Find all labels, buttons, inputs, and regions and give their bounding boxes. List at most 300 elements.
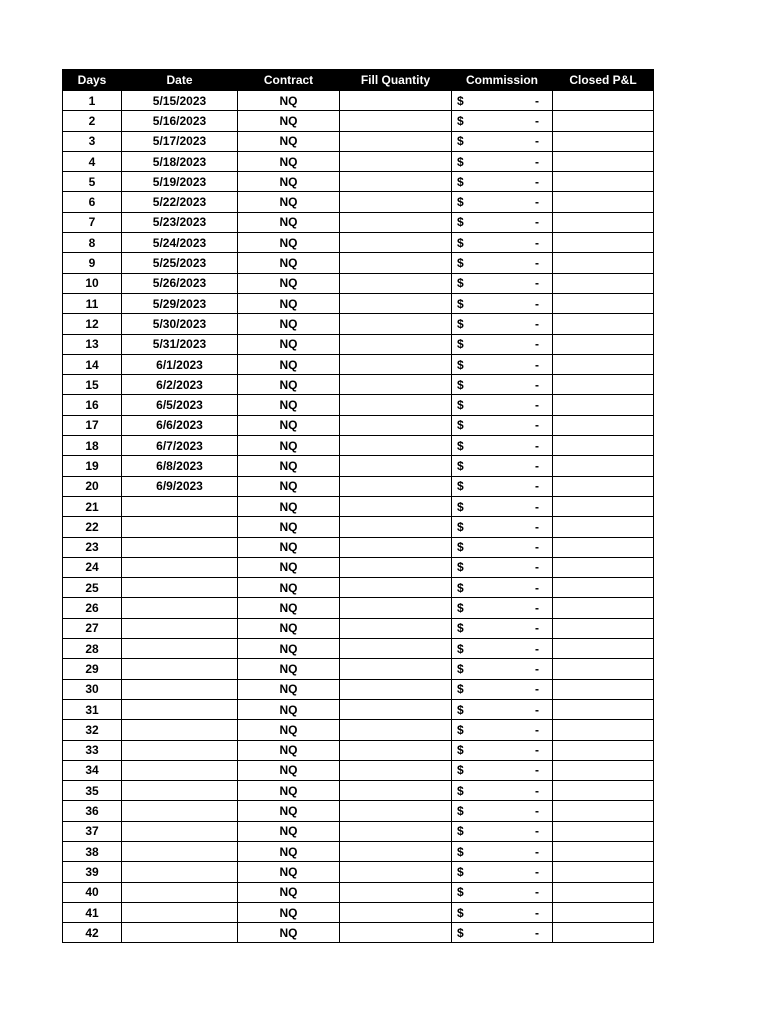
cell-contract[interactable]: NQ [238,821,340,841]
cell-fill-quantity[interactable] [340,111,452,131]
cell-commission[interactable] [452,618,553,638]
cell-date[interactable] [122,821,238,841]
commission-amount: - [535,113,539,128]
currency-symbol: $ [457,174,464,189]
cell-day[interactable]: 41 [63,902,122,922]
cell-commission[interactable] [452,841,553,861]
cell-day[interactable]: 40 [63,882,122,902]
cell-date[interactable]: 5/30/2023 [122,314,238,334]
cell-closed-pl[interactable] [553,476,654,496]
cell-fill-quantity[interactable] [340,537,452,557]
cell-contract[interactable]: NQ [238,192,340,212]
cell-day[interactable]: 13 [63,334,122,354]
table-row [63,151,654,171]
cell-fill-quantity[interactable] [340,172,452,192]
cell-date[interactable] [122,699,238,719]
cell-contract[interactable]: NQ [238,273,340,293]
cell-date[interactable] [122,841,238,861]
table-row [63,375,654,395]
cell-day[interactable]: 17 [63,415,122,435]
currency-symbol: $ [457,621,464,636]
cell-day[interactable]: 24 [63,557,122,577]
cell-closed-pl[interactable] [553,334,654,354]
cell-contract[interactable]: NQ [238,598,340,618]
cell-commission[interactable] [452,172,553,192]
cell-day[interactable]: 15 [63,375,122,395]
cell-day[interactable]: 42 [63,923,122,943]
cell-commission[interactable] [452,517,553,537]
cell-contract[interactable]: NQ [238,334,340,354]
cell-day[interactable]: 11 [63,293,122,313]
cell-closed-pl[interactable] [553,415,654,435]
cell-contract[interactable]: NQ [238,639,340,659]
cell-closed-pl[interactable] [553,760,654,780]
cell-contract[interactable]: NQ [238,720,340,740]
cell-day[interactable]: 1 [63,91,122,111]
cell-closed-pl[interactable] [553,233,654,253]
cell-closed-pl[interactable] [553,578,654,598]
cell-contract[interactable]: NQ [238,882,340,902]
cell-fill-quantity[interactable] [340,902,452,922]
cell-fill-quantity[interactable] [340,639,452,659]
cell-commission[interactable] [452,111,553,131]
cell-contract[interactable]: NQ [238,375,340,395]
commission-amount: - [535,357,539,372]
cell-date[interactable]: 6/2/2023 [122,375,238,395]
cell-fill-quantity[interactable] [340,679,452,699]
cell-closed-pl[interactable] [553,273,654,293]
cell-date[interactable]: 5/17/2023 [122,131,238,151]
cell-day[interactable]: 18 [63,436,122,456]
cell-contract[interactable]: NQ [238,557,340,577]
cell-contract[interactable]: NQ [238,659,340,679]
header-date[interactable]: Date [122,70,238,91]
currency-symbol: $ [457,337,464,352]
cell-fill-quantity[interactable] [340,415,452,435]
cell-contract[interactable]: NQ [238,923,340,943]
cell-fill-quantity[interactable] [340,720,452,740]
cell-day[interactable]: 8 [63,233,122,253]
cell-day[interactable]: 16 [63,395,122,415]
cell-contract[interactable]: NQ [238,801,340,821]
cell-fill-quantity[interactable] [340,212,452,232]
cell-day[interactable]: 30 [63,679,122,699]
cell-date[interactable] [122,923,238,943]
cell-commission[interactable] [452,91,553,111]
cell-commission[interactable] [452,253,553,273]
cell-fill-quantity[interactable] [340,821,452,841]
cell-fill-quantity[interactable] [340,841,452,861]
cell-closed-pl[interactable] [553,192,654,212]
header-fill-quantity[interactable]: Fill Quantity [340,70,452,91]
cell-contract[interactable]: NQ [238,679,340,699]
cell-day[interactable]: 35 [63,781,122,801]
cell-commission[interactable] [452,821,553,841]
cell-day[interactable]: 39 [63,862,122,882]
cell-closed-pl[interactable] [553,293,654,313]
cell-commission[interactable] [452,882,553,902]
cell-date[interactable] [122,537,238,557]
cell-closed-pl[interactable] [553,212,654,232]
cell-commission[interactable] [452,862,553,882]
cell-fill-quantity[interactable] [340,273,452,293]
cell-fill-quantity[interactable] [340,618,452,638]
cell-contract[interactable]: NQ [238,91,340,111]
table-row [63,801,654,821]
table-row [63,740,654,760]
cell-commission[interactable] [452,659,553,679]
cell-contract[interactable]: NQ [238,578,340,598]
cell-fill-quantity[interactable] [340,801,452,821]
commission-amount: - [535,418,539,433]
cell-day[interactable]: 38 [63,841,122,861]
cell-date[interactable] [122,781,238,801]
currency-symbol: $ [457,215,464,230]
cell-day[interactable]: 28 [63,639,122,659]
table-row [63,293,654,313]
cell-fill-quantity[interactable] [340,923,452,943]
commission-amount: - [535,661,539,676]
cell-day[interactable]: 23 [63,537,122,557]
cell-day[interactable]: 6 [63,192,122,212]
commission-amount: - [535,438,539,453]
header-days[interactable]: Days [63,70,122,91]
cell-day[interactable]: 26 [63,598,122,618]
cell-fill-quantity[interactable] [340,517,452,537]
cell-date[interactable] [122,618,238,638]
cell-closed-pl[interactable] [553,436,654,456]
cell-closed-pl[interactable] [553,659,654,679]
currency-symbol: $ [457,540,464,555]
cell-fill-quantity[interactable] [340,233,452,253]
cell-closed-pl[interactable] [553,618,654,638]
currency-symbol: $ [457,276,464,291]
table-row [63,557,654,577]
cell-date[interactable] [122,557,238,577]
cell-day[interactable]: 12 [63,314,122,334]
cell-contract[interactable]: NQ [238,740,340,760]
cell-closed-pl[interactable] [553,862,654,882]
cell-date[interactable]: 5/19/2023 [122,172,238,192]
cell-closed-pl[interactable] [553,375,654,395]
cell-contract[interactable]: NQ [238,537,340,557]
cell-commission[interactable] [452,334,553,354]
cell-contract[interactable]: NQ [238,233,340,253]
table-row [63,436,654,456]
cell-contract[interactable]: NQ [238,517,340,537]
cell-commission[interactable] [452,314,553,334]
cell-closed-pl[interactable] [553,740,654,760]
commission-amount: - [535,499,539,514]
cell-commission[interactable] [452,131,553,151]
cell-day[interactable]: 5 [63,172,122,192]
cell-date[interactable]: 6/7/2023 [122,436,238,456]
cell-commission[interactable] [452,354,553,374]
cell-day[interactable]: 32 [63,720,122,740]
cell-closed-pl[interactable] [553,882,654,902]
cell-date[interactable] [122,882,238,902]
cell-date[interactable]: 6/9/2023 [122,476,238,496]
cell-fill-quantity[interactable] [340,760,452,780]
cell-fill-quantity[interactable] [340,375,452,395]
cell-closed-pl[interactable] [553,801,654,821]
cell-date[interactable]: 6/8/2023 [122,456,238,476]
cell-day[interactable]: 19 [63,456,122,476]
cell-commission[interactable] [452,375,553,395]
currency-symbol: $ [457,458,464,473]
cell-commission[interactable] [452,801,553,821]
cell-commission[interactable] [452,496,553,516]
cell-day[interactable]: 4 [63,151,122,171]
cell-day[interactable]: 31 [63,699,122,719]
cell-contract[interactable]: NQ [238,476,340,496]
cell-closed-pl[interactable] [553,91,654,111]
cell-fill-quantity[interactable] [340,578,452,598]
table-row [63,212,654,232]
cell-contract[interactable]: NQ [238,436,340,456]
cell-fill-quantity[interactable] [340,476,452,496]
cell-day[interactable]: 22 [63,517,122,537]
cell-day[interactable]: 14 [63,354,122,374]
currency-symbol: $ [457,154,464,169]
cell-commission[interactable] [452,781,553,801]
cell-day[interactable]: 21 [63,496,122,516]
table-row [63,821,654,841]
cell-contract[interactable]: NQ [238,253,340,273]
cell-fill-quantity[interactable] [340,699,452,719]
cell-closed-pl[interactable] [553,821,654,841]
cell-contract[interactable]: NQ [238,395,340,415]
cell-date[interactable] [122,801,238,821]
cell-contract[interactable]: NQ [238,618,340,638]
cell-closed-pl[interactable] [553,598,654,618]
cell-contract[interactable]: NQ [238,314,340,334]
cell-closed-pl[interactable] [553,841,654,861]
cell-fill-quantity[interactable] [340,131,452,151]
cell-day[interactable]: 20 [63,476,122,496]
cell-day[interactable]: 9 [63,253,122,273]
cell-contract[interactable]: NQ [238,902,340,922]
cell-commission[interactable] [452,740,553,760]
cell-date[interactable] [122,862,238,882]
cell-closed-pl[interactable] [553,253,654,273]
cell-day[interactable]: 25 [63,578,122,598]
header-closed-pl[interactable]: Closed P&L [553,70,654,91]
cell-fill-quantity[interactable] [340,293,452,313]
cell-commission[interactable] [452,212,553,232]
cell-commission[interactable] [452,233,553,253]
commission-amount: - [535,215,539,230]
cell-fill-quantity[interactable] [340,436,452,456]
cell-closed-pl[interactable] [553,131,654,151]
cell-commission[interactable] [452,436,553,456]
cell-closed-pl[interactable] [553,172,654,192]
cell-fill-quantity[interactable] [340,314,452,334]
cell-fill-quantity[interactable] [340,456,452,476]
cell-fill-quantity[interactable] [340,659,452,679]
cell-closed-pl[interactable] [553,314,654,334]
cell-commission[interactable] [452,476,553,496]
cell-date[interactable]: 5/18/2023 [122,151,238,171]
commission-amount: - [535,621,539,636]
cell-closed-pl[interactable] [553,557,654,577]
cell-contract[interactable]: NQ [238,172,340,192]
cell-date[interactable]: 5/26/2023 [122,273,238,293]
cell-day[interactable]: 33 [63,740,122,760]
cell-fill-quantity[interactable] [340,253,452,273]
cell-closed-pl[interactable] [553,111,654,131]
cell-contract[interactable]: NQ [238,496,340,516]
table-row [63,253,654,273]
cell-day[interactable]: 34 [63,760,122,780]
currency-symbol: $ [457,661,464,676]
cell-date[interactable]: 5/15/2023 [122,91,238,111]
cell-closed-pl[interactable] [553,679,654,699]
cell-commission[interactable] [452,598,553,618]
cell-commission[interactable] [452,760,553,780]
cell-commission[interactable] [452,578,553,598]
cell-contract[interactable]: NQ [238,131,340,151]
cell-commission[interactable] [452,720,553,740]
cell-commission[interactable] [452,415,553,435]
cell-fill-quantity[interactable] [340,192,452,212]
cell-date[interactable]: 5/23/2023 [122,212,238,232]
cell-contract[interactable]: NQ [238,415,340,435]
cell-fill-quantity[interactable] [340,862,452,882]
cell-closed-pl[interactable] [553,902,654,922]
cell-closed-pl[interactable] [553,354,654,374]
currency-symbol: $ [457,134,464,149]
cell-day[interactable]: 36 [63,801,122,821]
cell-commission[interactable] [452,639,553,659]
cell-day[interactable]: 29 [63,659,122,679]
header-contract[interactable]: Contract [238,70,340,91]
table-row [63,314,654,334]
cell-date[interactable]: 5/24/2023 [122,233,238,253]
cell-date[interactable] [122,517,238,537]
cell-closed-pl[interactable] [553,151,654,171]
header-commission[interactable]: Commission [452,70,553,91]
cell-commission[interactable] [452,902,553,922]
cell-contract[interactable]: NQ [238,111,340,131]
cell-commission[interactable] [452,699,553,719]
cell-day[interactable]: 37 [63,821,122,841]
cell-date[interactable] [122,679,238,699]
cell-closed-pl[interactable] [553,923,654,943]
cell-date[interactable] [122,902,238,922]
cell-fill-quantity[interactable] [340,781,452,801]
cell-date[interactable] [122,578,238,598]
cell-commission[interactable] [452,293,553,313]
commission-amount: - [535,195,539,210]
cell-closed-pl[interactable] [553,456,654,476]
cell-closed-pl[interactable] [553,639,654,659]
cell-date[interactable]: 5/25/2023 [122,253,238,273]
cell-fill-quantity[interactable] [340,740,452,760]
cell-contract[interactable]: NQ [238,293,340,313]
cell-fill-quantity[interactable] [340,354,452,374]
cell-contract[interactable]: NQ [238,456,340,476]
cell-closed-pl[interactable] [553,781,654,801]
cell-closed-pl[interactable] [553,395,654,415]
table-row [63,760,654,780]
commission-amount: - [535,316,539,331]
table-row [63,91,654,111]
cell-fill-quantity[interactable] [340,496,452,516]
cell-date[interactable] [122,720,238,740]
table-row [63,172,654,192]
commission-amount: - [535,783,539,798]
cell-fill-quantity[interactable] [340,151,452,171]
cell-date[interactable] [122,740,238,760]
cell-contract[interactable]: NQ [238,862,340,882]
cell-fill-quantity[interactable] [340,334,452,354]
cell-closed-pl[interactable] [553,496,654,516]
table-row [63,639,654,659]
cell-contract[interactable]: NQ [238,781,340,801]
cell-date[interactable]: 5/31/2023 [122,334,238,354]
cell-date[interactable]: 5/16/2023 [122,111,238,131]
cell-commission[interactable] [452,151,553,171]
cell-date[interactable]: 5/29/2023 [122,293,238,313]
commission-amount: - [535,560,539,575]
cell-contract[interactable]: NQ [238,760,340,780]
cell-day[interactable]: 7 [63,212,122,232]
cell-commission[interactable] [452,537,553,557]
cell-date[interactable] [122,760,238,780]
cell-day[interactable]: 3 [63,131,122,151]
cell-date[interactable]: 6/1/2023 [122,354,238,374]
cell-date[interactable]: 6/6/2023 [122,415,238,435]
cell-contract[interactable]: NQ [238,841,340,861]
cell-fill-quantity[interactable] [340,557,452,577]
cell-fill-quantity[interactable] [340,91,452,111]
table-row [63,862,654,882]
cell-date[interactable] [122,659,238,679]
currency-symbol: $ [457,905,464,920]
cell-fill-quantity[interactable] [340,598,452,618]
cell-date[interactable]: 5/22/2023 [122,192,238,212]
cell-commission[interactable] [452,273,553,293]
cell-commission[interactable] [452,192,553,212]
cell-commission[interactable] [452,557,553,577]
cell-closed-pl[interactable] [553,537,654,557]
table-row [63,699,654,719]
cell-date[interactable] [122,598,238,618]
cell-day[interactable]: 2 [63,111,122,131]
commission-amount: - [535,763,539,778]
cell-contract[interactable]: NQ [238,212,340,232]
cell-day[interactable]: 10 [63,273,122,293]
cell-date[interactable]: 6/5/2023 [122,395,238,415]
cell-closed-pl[interactable] [553,720,654,740]
cell-fill-quantity[interactable] [340,882,452,902]
cell-commission[interactable] [452,395,553,415]
cell-closed-pl[interactable] [553,699,654,719]
table-row [63,841,654,861]
cell-contract[interactable]: NQ [238,354,340,374]
cell-commission[interactable] [452,679,553,699]
cell-fill-quantity[interactable] [340,395,452,415]
cell-contract[interactable]: NQ [238,151,340,171]
cell-date[interactable] [122,496,238,516]
cell-commission[interactable] [452,923,553,943]
cell-contract[interactable]: NQ [238,699,340,719]
cell-commission[interactable] [452,456,553,476]
cell-date[interactable] [122,639,238,659]
cell-day[interactable]: 27 [63,618,122,638]
cell-closed-pl[interactable] [553,517,654,537]
